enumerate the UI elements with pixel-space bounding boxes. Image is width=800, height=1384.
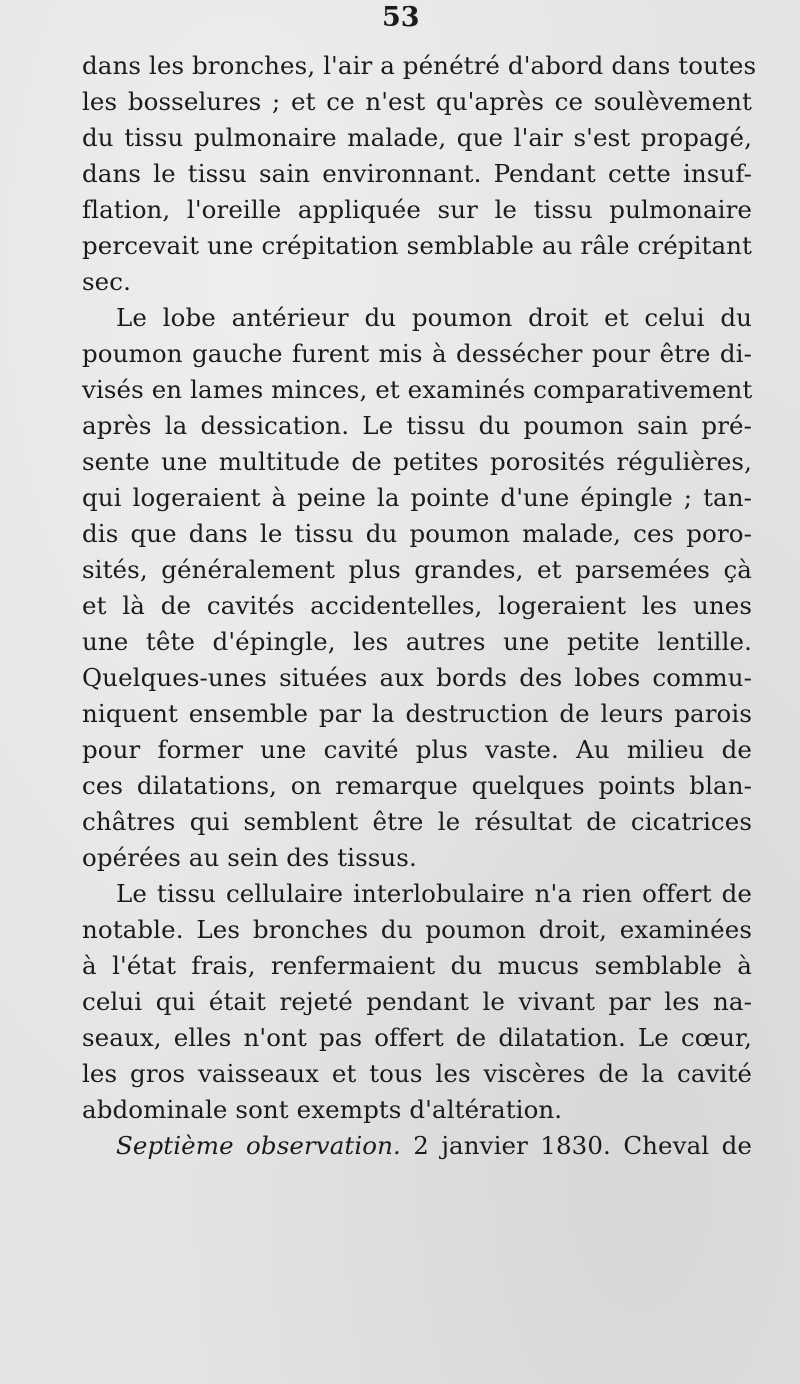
text-line: visés en lames minces, et examinés comparativement [82,375,753,404]
body-text [82,48,757,1164]
text-line: abdominale sont exempts d'altération. [82,1095,563,1124]
paragraph-4 [82,1128,752,1164]
text-line: après la dessication. Le tissu du poumon sain pré- [82,411,752,440]
text-line: dans les bronches, l'air a pénétré d'abord dans toutes [82,51,757,80]
text-line [82,1128,752,1164]
text-line: sec. [82,267,131,296]
text-line: Le tissu cellulaire interlobulaire n'a rien offert de [116,879,752,908]
text-line: flation, l'oreille appliquée sur le tissu pulmonaire [82,195,752,224]
paragraph-1 [82,48,757,300]
text-line: une tête d'épingle, les autres une petite lentille. [82,627,752,656]
text-line: sente une multitude de petites porosités régulières, [82,447,752,476]
text-line: châtres qui semblent être le résultat de cicatrices [82,807,752,836]
text-line: et là de cavités accidentelles, logeraient les unes [82,591,752,620]
text-line: Le lobe antérieur du poumon droit et celui du [116,303,752,332]
text-line: dans le tissu sain environnant. Pendant cette insuf- [82,159,752,188]
text-line: les gros vaisseaux et tous les viscères de la cavité [82,1059,752,1088]
text-line: notable. Les bronches du poumon droit, examinées [82,915,752,944]
text-line: pour former une cavité plus vaste. Au milieu de [82,735,752,764]
observation-date: 2 janvier 1830. Cheval de [400,1131,752,1160]
paragraph-2 [82,300,752,876]
text-line: dis que dans le tissu du poumon malade, ces poro- [82,519,752,548]
text-line: niquent ensemble par la destruction de leurs parois [82,699,752,728]
paragraph-3 [82,876,752,1128]
text-line: opérées au sein des tissus. [82,843,417,872]
text-line: Quelques-unes situées aux bords des lobes commu- [82,663,752,692]
text-line: ces dilatations, on remarque quelques points blan- [82,771,752,800]
text-line: du tissu pulmonaire malade, que l'air s'est propagé, [82,123,752,152]
text-line: seaux, elles n'ont pas offert de dilatation. Le cœur, [82,1023,752,1052]
page-number: 53 [382,2,420,33]
text-line: poumon gauche furent mis à dessécher pour être di- [82,339,752,368]
observation-heading: Septième observation. [116,1131,401,1160]
text-line: les bosselures ; et ce n'est qu'après ce soulèvement [82,87,752,116]
text-line: percevait une crépitation semblable au râle crépitant [82,231,752,260]
text-line: à l'état frais, renfermaient du mucus semblable à [82,951,752,980]
text-line: sités, généralement plus grandes, et parsemées çà [82,555,752,584]
text-line: celui qui était rejeté pendant le vivant par les na- [82,987,752,1016]
text-line: qui logeraient à peine la pointe d'une épingle ; tan- [82,483,752,512]
